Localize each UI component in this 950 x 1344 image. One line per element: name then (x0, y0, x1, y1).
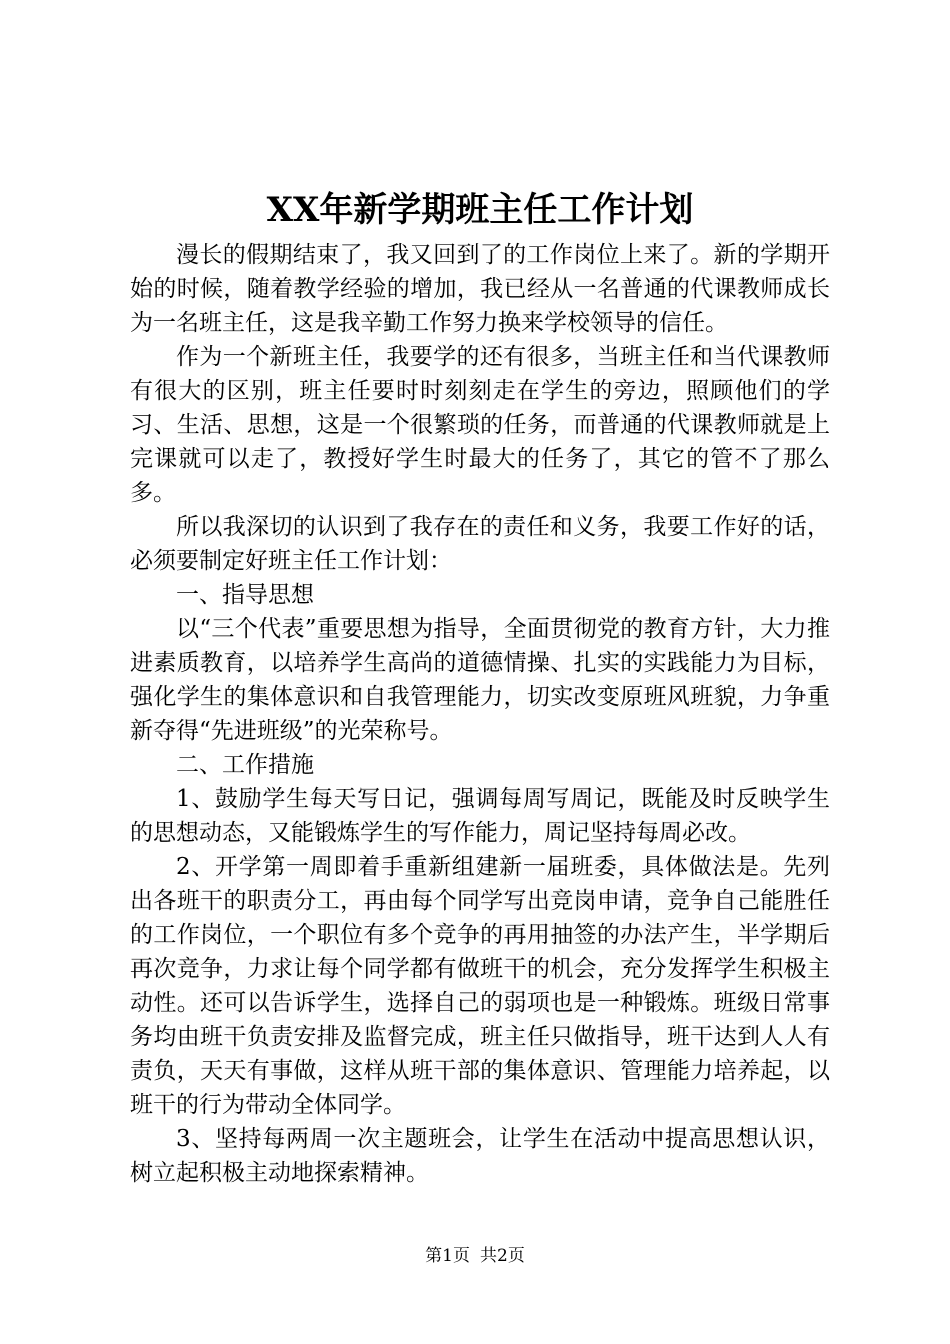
page-number-total: 共2页 (480, 1246, 525, 1266)
measure-item-3: 3、坚持每两周一次主题班会，让学生在活动中提高思想认识，树立起积极主动地探索精神。 (130, 1126, 830, 1186)
page-number-current: 第1页 (425, 1246, 470, 1266)
guiding-ideology-paragraph: 以“三个代表”重要思想为指导，全面贯彻党的教育方针，大力推进素质教育，以培养学生高尚的道德情操、扎实的实践能力为目标，强化学生的集体意识和自我管理能力，切实改变原班风班貌，力争重新夺得“先进班级”的光荣称号。 (130, 616, 830, 744)
measure-item-2: 2、开学第一周即着手重新组建新一届班委，具体做法是。先列出各班干的职责分工，再由每个同学写出竞岗申请，竞争自己能胜任的工作岗位，一个职位有多个竞争的再用抽签的办法产生，半学期后再次竞争，力求让每个同学都有做班干的机会，充分发挥学生积极主动性。还可以告诉学生，选择自己的弱项也是一种锻炼。班级日常事务均由班干负责安排及监督完成，班主任只做指导，班干达到人人有责负，天天有事做，这样从班干部的集体意识、管理能力培养起，以班干的行为带动全体同学。 (130, 854, 830, 1118)
measure-item-1: 1、鼓励学生每天写日记，强调每周写周记，既能及时反映学生的思想动态，又能锻炼学生的写作能力，周记坚持每周必改。 (130, 786, 830, 846)
document-title: XX年新学期班主任工作计划 (266, 190, 694, 230)
document-page (130, 188, 830, 1190)
intro-paragraph-3: 所以我深切的认识到了我存在的责任和义务，我要工作好的话，必须要制定好班主任工作计划： (130, 514, 830, 574)
section-heading-guiding-ideology: 一、指导思想 (176, 582, 314, 608)
section-heading-work-measures: 二、工作措施 (176, 752, 314, 778)
intro-paragraph-2: 作为一个新班主任，我要学的还有很多，当班主任和当代课教师有很大的区别，班主任要时时刻刻走在学生的旁边，照顾他们的学习、生活、思想，这是一个很繁琐的任务，而普通的代课教师就是上完课就可以走了，教授好学生时最大的任务了，其它的管不了那么多。 (130, 344, 830, 506)
intro-paragraph-1: 漫长的假期结束了，我又回到了的工作岗位上来了。新的学期开始的时候，随着教学经验的增加，我已经从一名普通的代课教师成长为一名班主任，这是我辛勤工作努力换来学校领导的信任。 (130, 242, 830, 336)
page-footer (0, 1245, 950, 1267)
